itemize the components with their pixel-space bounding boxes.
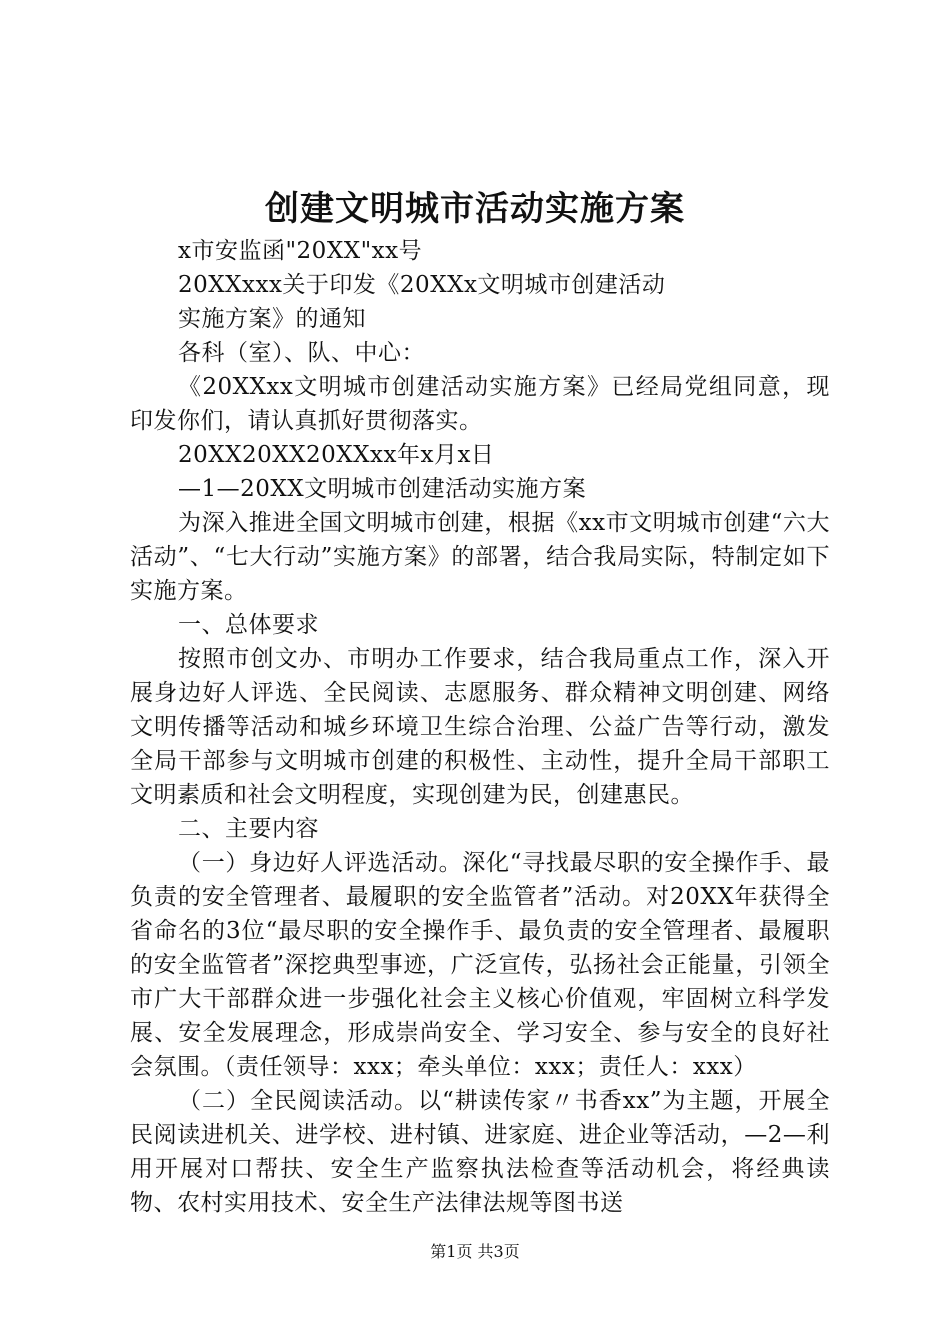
paragraph-item-1: （一）身边好人评选活动。深化“寻找最尽职的安全操作手、最负责的安全管理者、最履职的安全监管者”活动。对20XX年获得全省命名的3位“最尽职的安全操作手、最负责的安全管理者、最履职的安全监管者”深挖典型事迹，广泛宣传，弘扬社会正能量，引领全市广大干部群众进一步强化社会主义核心价值观，牢固树立科学发展、安全发展理念，形成崇尚安全、学习安全、参与安全的良好社会氛围。（责任领导：xxx；牵头单位：xxx；责任人：xxx） [130,850,830,1080]
notice-title-line-1: 20XXxxx关于印发《20XXx文明城市创建活动 [178,272,666,298]
paragraph-requirements: 按照市创文办、市明办工作要求，结合我局重点工作，深入开展身边好人评选、全民阅读、志愿服务、群众精神文明创建、网络文明传播等活动和城乡环境卫生综合治理、公益广告等行动，激发全局干部参与文明城市创建的积极性、主动性，提升全局干部职工文明素质和社会文明程度，实现创建为民，创建惠民。 [130,646,830,808]
document-title: 创建文明城市活动实施方案 [265,189,685,229]
paragraph-approval: 《20XXxx文明城市创建活动实施方案》已经局党组同意，现印发你们，请认真抓好贯彻落实。 [130,374,830,434]
recipients: 各科（室）、队、中心： [178,340,425,366]
section-heading-1: 一、总体要求 [178,612,319,638]
date-line: 20XX20XX20XXxx年x月x日 [178,442,495,468]
notice-title-line-2: 实施方案》的通知 [178,306,366,332]
section-heading-2: 二、主要内容 [178,816,319,842]
paragraph-item-2: （二）全民阅读活动。以“耕读传家〃书香xx”为主题，开展全民阅读进机关、进学校、进村镇、进家庭、进企业等活动，—2—利用开展对口帮扶、安全生产监察执法检查等活动机会，将经典读物、农村实用技术、安全生产法律法规等图书送 [130,1088,830,1216]
document-number: x市安监函"20XX"xx号 [178,238,423,264]
document-body [130,234,830,1220]
paragraph-intro: 为深入推进全国文明城市创建，根据《xx市文明城市创建“六大活动”、“七大行动”实施方案》的部署，结合我局实际，特制定如下实施方案。 [130,510,830,604]
plan-heading: —1—20XX文明城市创建活动实施方案 [178,476,587,502]
page-footer: 第1页 共3页 [430,1242,520,1261]
